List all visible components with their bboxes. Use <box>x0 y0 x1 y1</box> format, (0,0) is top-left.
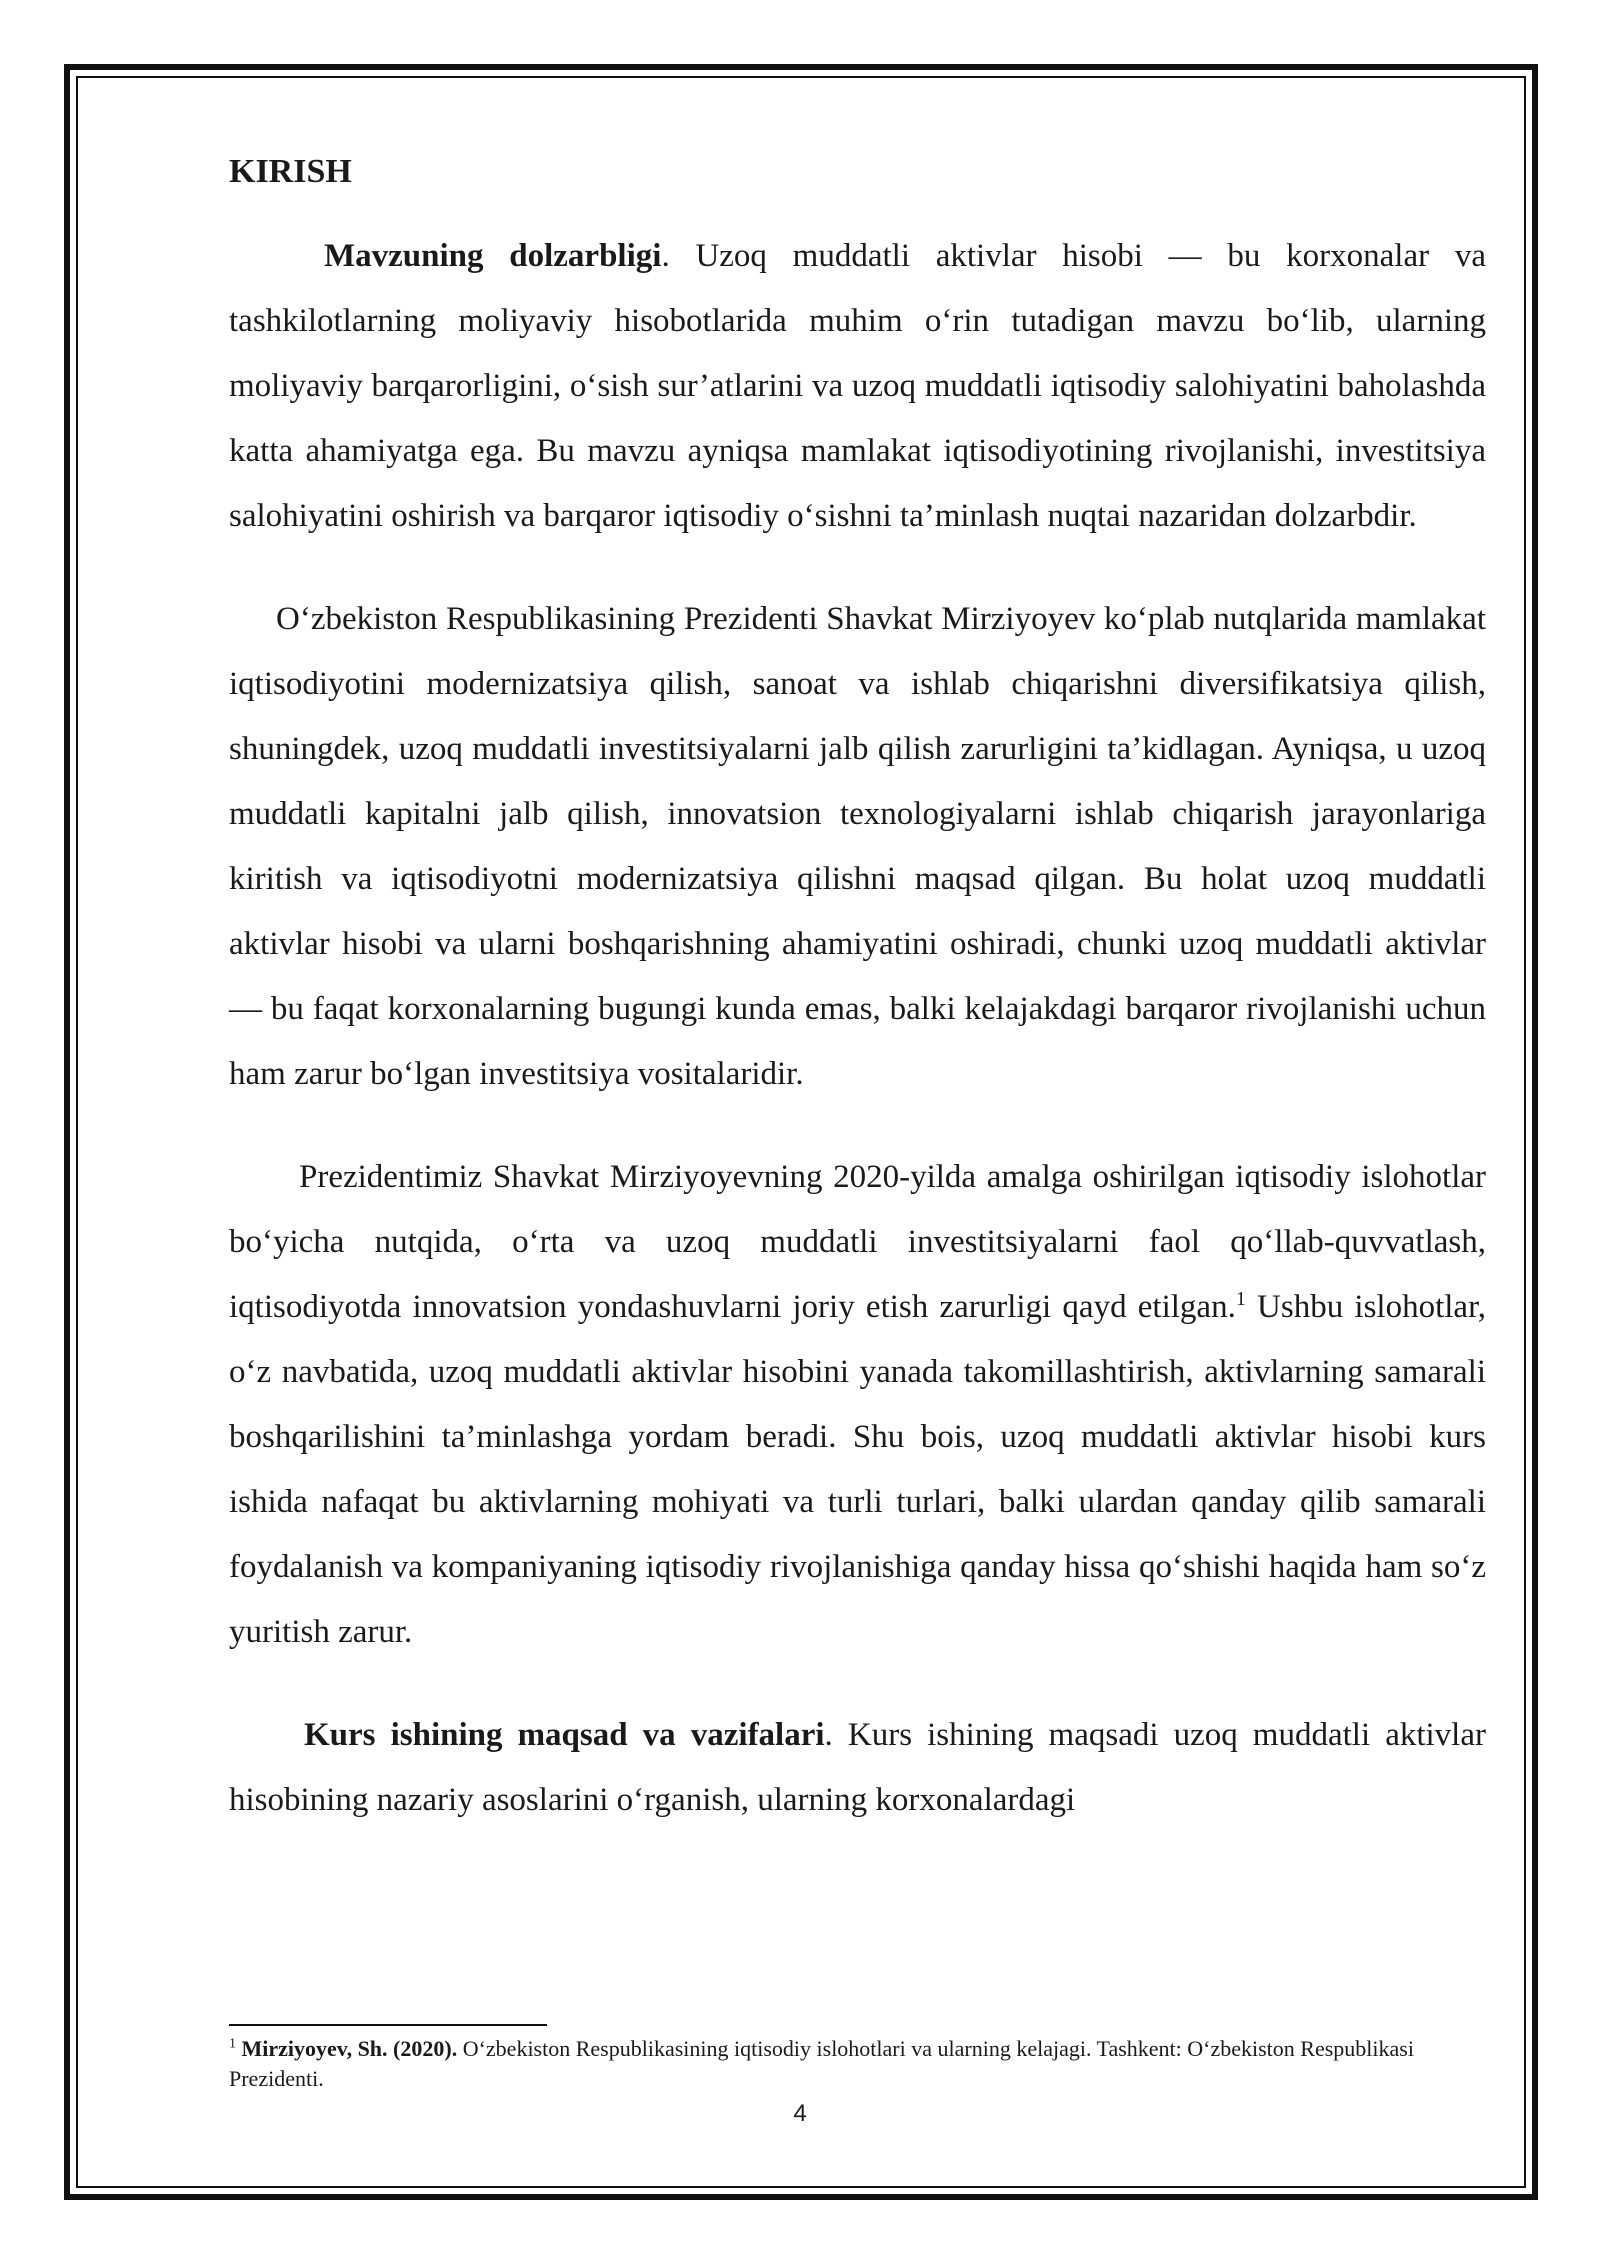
paragraph-reforms <box>229 1145 1486 1665</box>
paragraph-text-president: Oʻzbekiston Respublikasining Prezidenti Shavkat Mirziyoyev koʻplab nutqlarida mamlakat iqtisodiyotini modernizatsiya qilish, sanoat va ishlab chiqarishni diversifikatsiya qilish, shuningdek, uzoq muddatli investitsiyalarni jalb qilish zarurligini ta’kidlagan. Ayniqsa, u uzoq muddatli kapitalni jalb qilish, innovatsion texnologiyalarni ishlab chiqarish jarayonlariga kiritish va iqtisodiyotni modernizatsiya qilishni maqsad qilgan. Bu holat uzoq muddatli aktivlar hisobi va ularni boshqarishning ahamiyatini oshiradi, chunki uzoq muddatli aktivlar — bu faqat korxonalarning bugungi kunda emas, balki kelajakdagi barqaror rivojlanishi uchun ham zarur boʻlgan investitsiya vositalaridir. <box>229 601 1486 1092</box>
paragraph-president <box>229 587 1486 1107</box>
paragraph-text-reforms-after: Ushbu islohotlar, oʻz navbatida, uzoq muddatli aktivlar hisobini yanada takomillashtirish, aktivlarning samarali boshqarilishini ta’minlashga yordam beradi. Shu bois, uzoq muddatli aktivlar hisobi kurs ishida nafaqat bu aktivlarning mohiyati va turli turlari, balki ulardan qanday qilib samarali foydalanish va kompaniyaning iqtisodiy rivojlanishiga qanday hissa qoʻshishi haqida ham soʻz yuritish zarur. <box>229 1289 1486 1650</box>
footnote-marker: 1 <box>229 2036 236 2052</box>
paragraph-lead-relevance: Mavzuning dolzarbligi <box>324 238 662 274</box>
footnote <box>229 2034 1486 2094</box>
page-number: 4 <box>793 2100 807 2127</box>
page-body <box>229 148 1486 1833</box>
footnote-separator <box>229 2024 547 2026</box>
paragraph-text-relevance: . Uzoq muddatli aktivlar hisobi — bu korxonalar va tashkilotlarning moliyaviy hisobotlarida muhim oʻrin tutadigan mavzu boʻlib, ularning moliyaviy barqarorligini, oʻsish sur’atlarini va uzoq muddatli iqtisodiy salohiyatini baholashda katta ahamiyatga ega. Bu mavzu ayniqsa mamlakat iqtisodiyotining rivojlanishi, investitsiya salohiyatini oshirish va barqaror iqtisodiy oʻsishni ta’minlash nuqtai nazaridan dolzarbdir. <box>229 238 1487 534</box>
paragraph-text-goals: . Kurs ishining maqsadi uzoq muddatli aktivlar hisobining nazariy asoslarini oʻrganish, ularning korxonalardagi <box>229 1717 1486 1818</box>
section-heading: KIRISH <box>229 153 352 190</box>
paragraph-text-reforms-before: Prezidentimiz Shavkat Mirziyoyevning 2020-yilda amalga oshirilgan iqtisodiy islohotlar boʻyicha nutqida, oʻrta va uzoq muddatli investitsiyalarni faol qoʻllab-quvvatlash, iqtisodiyotda innovatsion yondashuvlarni joriy etish zarurligi qayd etilgan. <box>229 1159 1486 1325</box>
footnote-text: Oʻzbekiston Respublikasining iqtisodiy islohotlari va ularning kelajagi. Tashkent: Oʻzbekiston Respublikasi Prezidenti. <box>229 2036 1414 2091</box>
footnote-reference[interactable]: 1 <box>1235 1288 1246 1310</box>
footnote-author: Mirziyoyev, Sh. (2020). <box>241 2036 458 2061</box>
paragraph-relevance <box>229 224 1486 549</box>
paragraph-lead-goals: Kurs ishining maqsad va vazifalari <box>304 1717 825 1753</box>
paragraph-goals <box>229 1703 1486 1833</box>
